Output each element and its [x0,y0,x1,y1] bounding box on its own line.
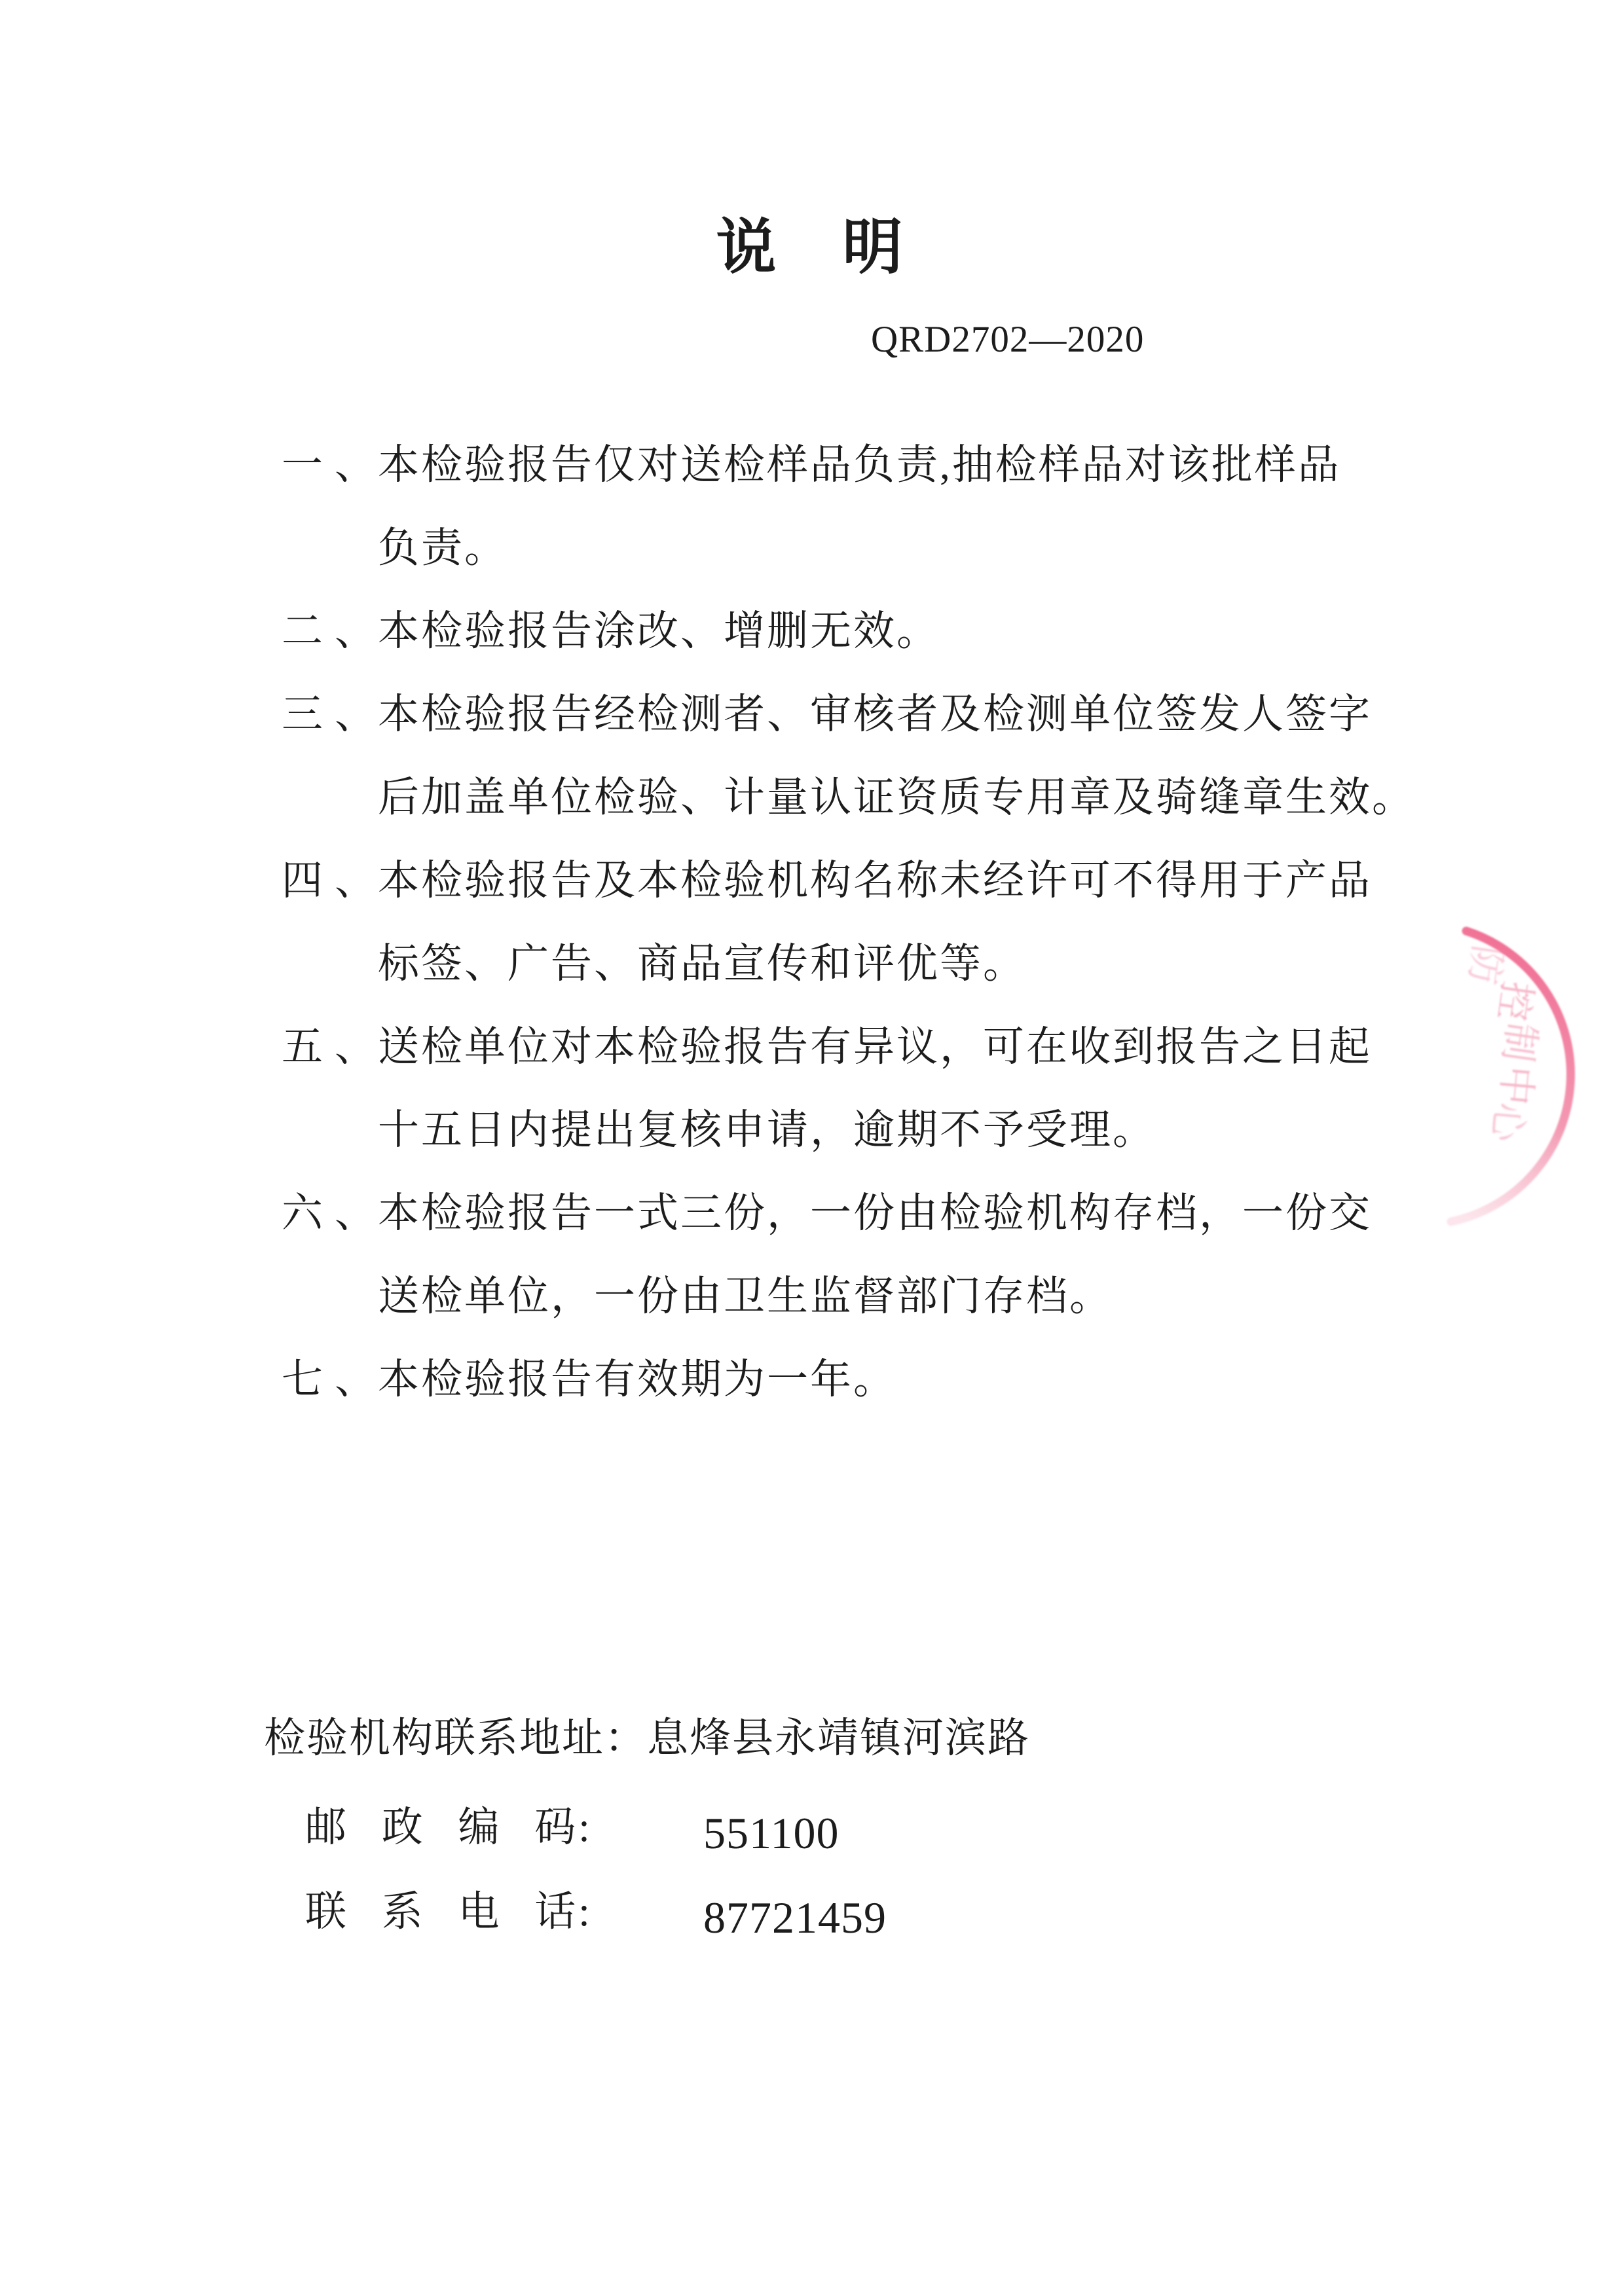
note-marker: 三、 [282,691,388,737]
note-text: 本检验报告有效期为一年。 [378,1357,896,1402]
phone-value: 87721459 [703,1893,887,1942]
note-marker: 二、 [282,608,388,654]
page-title: 说 明 [716,214,908,281]
notes-list [282,424,1434,1421]
note-item-2 [282,590,1434,673]
note-text: 十五日内提出复核申请，逾期不予受理。 [378,1107,1156,1153]
address-label: 检验机构联系地址： [264,1715,647,1761]
note-item-7 [282,1338,1434,1421]
note-text: 负责。 [378,525,507,571]
stamp-character: 制 [1495,1019,1543,1065]
note-marker: 七、 [282,1357,388,1402]
note-marker: 五、 [282,1024,388,1070]
note-text: 本检验报告涂改、增删无效。 [378,608,940,654]
note-marker: 六、 [282,1190,388,1236]
note-text: 后加盖单位检验、计量认证资质专用章及骑缝章生效。 [378,774,1415,820]
stamp-character: 防 [1461,942,1509,988]
stamp-arc [1451,931,1571,1222]
stamp-character: 中 [1492,1064,1540,1107]
postcode-value: 551100 [703,1808,840,1858]
note-text: 本检验报告仅对送检样品负责,抽检样品对该批样品 [378,442,1341,488]
note-marker: 一、 [282,442,388,488]
note-item-5 [282,1006,1434,1172]
phone-label: 联 系 电 话: [305,1889,593,1935]
note-marker: 四、 [282,858,388,903]
note-text: 送检单位，一份由卫生监督部门存档。 [378,1273,1113,1319]
note-text: 本检验报告及本检验机构名称未经许可不得用于产品 [378,858,1372,903]
note-text: 送检单位对本检验报告有异议，可在收到报告之日起 [378,1024,1372,1070]
address-value: 息烽县永靖镇河滨路 [647,1715,1030,1761]
postcode-label: 邮 政 编 码: [305,1804,593,1850]
note-item-4 [282,839,1434,1006]
note-text: 本检验报告经检测者、审核者及检测单位签发人签字 [378,691,1372,737]
stamp-character: 心 [1484,1101,1531,1144]
note-text: 本检验报告一式三份，一份由检验机构存档，一份交 [378,1190,1372,1236]
note-item-6 [282,1172,1434,1338]
document-code: QRD2702—2020 [871,319,1145,360]
note-item-1 [282,424,1434,590]
note-text: 标签、广告、商品宣传和评优等。 [378,941,1026,987]
stamp-character: 控 [1490,978,1539,1024]
note-item-3 [282,673,1434,839]
